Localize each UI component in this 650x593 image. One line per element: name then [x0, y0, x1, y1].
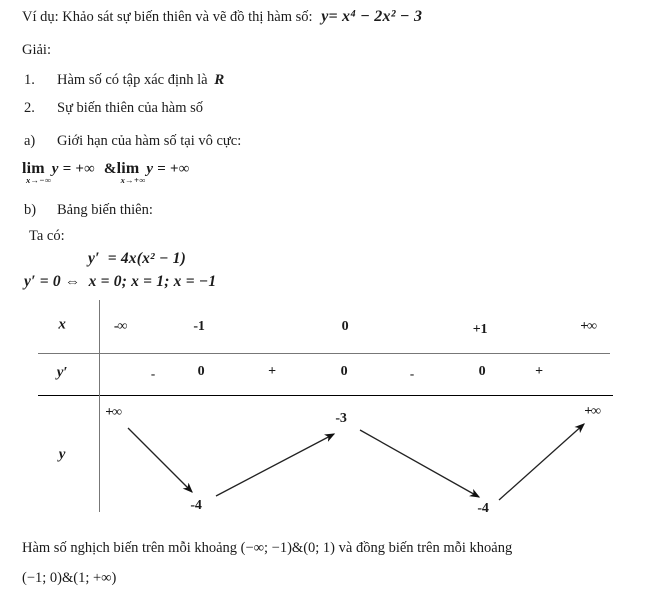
arrow-decreasing-2	[360, 430, 479, 497]
function-rhs: = x⁴ − 2x² − 3	[328, 8, 423, 25]
substep-b-number: b)	[24, 202, 37, 218]
example-text: Khảo sát sự biến thiên và vẽ đồ thị hàm số:	[62, 9, 313, 25]
x-value-3: +1	[472, 322, 488, 337]
derivative-rhs: = 4x(x² − 1)	[107, 250, 186, 267]
conclusion-line-1: Hàm số nghịch biến trên mỗi khoảng (−∞; −1)&(0; 1) và đồng biến trên mỗi khoảng	[22, 540, 513, 556]
step-1-text: Hàm số có tập xác định là	[57, 72, 208, 88]
limit-second-subscript: x→+∞	[120, 175, 146, 185]
limits-conjunction: &	[103, 161, 117, 177]
yprime-value-6: +	[535, 364, 543, 379]
x-value-1: -1	[193, 319, 205, 334]
arrow-decreasing-1	[128, 428, 192, 492]
step-1-symbol: R	[214, 72, 225, 88]
conclusion-line-2: (−1; 0)&(1; +∞)	[22, 570, 117, 586]
function-lhs: y	[321, 8, 329, 25]
substep-b-text: Bảng biến thiên:	[57, 202, 153, 218]
derivative-lhs: y′	[88, 250, 100, 267]
limit-first-subscript: x→−∞	[26, 175, 52, 185]
yprime-value-2: +	[268, 364, 276, 379]
we-have-label: Ta có:	[29, 228, 65, 244]
limit-first-operator: lim	[22, 160, 45, 177]
x-value-0: -∞	[113, 319, 127, 334]
derivative-roots-lhs: y′ = 0 ⇔	[24, 273, 81, 290]
row-label-y: y	[58, 446, 66, 463]
arrow-increasing-1	[216, 434, 334, 496]
yprime-value-3: 0	[340, 364, 348, 379]
limit-second-body: y = +∞	[146, 161, 190, 177]
substep-a-number: a)	[24, 133, 36, 149]
limit-second-operator: lim	[116, 160, 140, 177]
example-label: Ví dụ:	[22, 9, 59, 25]
step-2-number: 2.	[24, 100, 35, 116]
yprime-value-5: 0	[478, 364, 486, 379]
yprime-value-0: -	[150, 366, 156, 381]
row-label-yprime: y′	[56, 364, 68, 381]
y-value-2: -3	[335, 411, 347, 426]
step-2-text: Sự biến thiên của hàm số	[57, 100, 203, 116]
y-value-3: -4	[477, 501, 489, 516]
y-value-4: +∞	[584, 404, 600, 419]
step-1-number: 1.	[24, 72, 35, 88]
limit-first-body: y = +∞	[51, 161, 95, 177]
y-value-0: +∞	[105, 405, 121, 420]
yprime-value-1: 0	[197, 364, 205, 379]
yprime-value-4: -	[409, 366, 415, 381]
substep-a-text: Giới hạn của hàm số tại vô cực:	[57, 133, 242, 149]
x-value-4: +∞	[580, 319, 596, 334]
x-value-2: 0	[341, 319, 349, 334]
derivative-roots-rhs: x = 0; x = 1; x = −1	[88, 273, 217, 290]
arrow-increasing-2	[499, 424, 584, 500]
y-value-1: -4	[190, 498, 202, 513]
row-label-x: x	[58, 316, 66, 333]
solution-label: Giải:	[22, 42, 51, 58]
